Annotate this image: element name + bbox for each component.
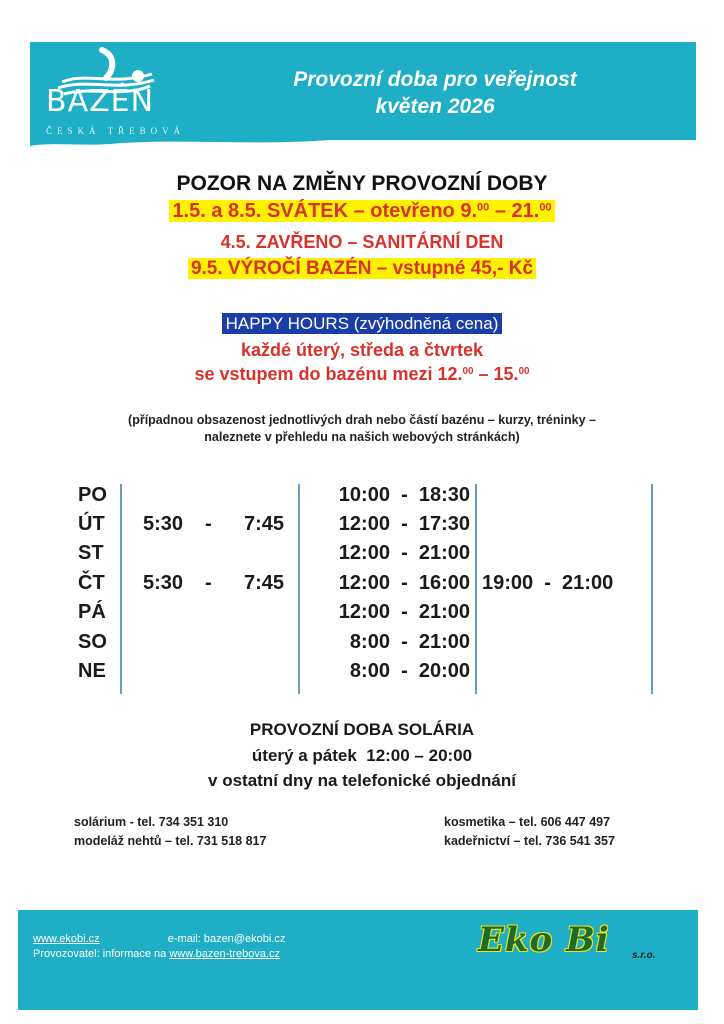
changes-heading: POZOR NA ZMĚNY PROVOZNÍ DOBY bbox=[176, 172, 548, 195]
schedule-row: ÚT 5:30 - 7:45 12:00 - 17:30 bbox=[78, 513, 470, 535]
solarium-heading: PROVOZNÍ DOBA SOLÁRIA bbox=[249, 720, 475, 739]
anniversary-notice: 9.5. VÝROČÍ BAZÉN – vstupné 45,- Kč bbox=[0, 258, 724, 280]
contact-cosmetics: kosmetika – tel. 606 447 497 bbox=[444, 815, 611, 829]
contact-solarium: solárium - tel. 734 351 310 bbox=[74, 815, 229, 829]
schedule-row: PO 10:00 - 18:30 bbox=[78, 484, 470, 506]
contacts-right bbox=[444, 813, 615, 851]
holiday-notice: 1.5. a 8.5. SVÁTEK – otevřeno 9.00 – 21.00 bbox=[0, 200, 724, 223]
schedule-row: NE 8:00 - 20:00 bbox=[78, 660, 470, 682]
ekobi-logo: Eko Bi bbox=[478, 920, 610, 960]
schedule-row: SO 8:00 - 21:00 bbox=[78, 631, 470, 653]
occupancy-note: (případnou obsazenost jednotlivých drah nebo částí bazénu – kurzy, tréninky – naleznete v přehledu na našich webových stránkách) bbox=[128, 413, 596, 444]
contact-nails: modeláž nehtů – tel. 731 518 817 bbox=[74, 834, 267, 848]
happy-hours-label: HAPPY HOURS (zvýhodněná cena) bbox=[0, 314, 724, 334]
title-line-2: květen 2026 bbox=[375, 95, 495, 118]
logo-subtitle: ČESKÁ TŘEBOVÁ bbox=[46, 126, 186, 136]
email-text: e-mail: bazen@ekobi.cz bbox=[167, 933, 286, 945]
schedule-table bbox=[0, 484, 724, 694]
solarium-hours: úterý a pátek 12:00 – 20:00 bbox=[251, 746, 473, 765]
schedule-row: ČT 5:30 - 7:45 12:00 - 16:00 19:00 - 21:00 bbox=[78, 572, 614, 594]
page-title bbox=[230, 66, 640, 120]
solarium-note: v ostatní dny na telefonické objednání bbox=[208, 771, 516, 790]
contacts-left bbox=[74, 813, 266, 851]
website-link[interactable]: www.ekobi.cz bbox=[33, 933, 100, 945]
schedule-row: ST 12:00 - 21:00 bbox=[78, 542, 470, 564]
footer-info: www.ekobi.cz e-mail: bazen@ekobi.cz Provozovatel: informace na www.bazen-trebova.cz bbox=[33, 933, 286, 960]
closed-notice: 4.5. ZAVŘENO – SANITÁRNÍ DEN bbox=[220, 232, 504, 252]
title-line-1: Provozní doba pro veřejnost bbox=[293, 68, 577, 91]
happy-hours-days: každé úterý, středa a čtvrtek bbox=[240, 340, 484, 360]
operator-link[interactable]: www.bazen-trebova.cz bbox=[169, 948, 281, 960]
schedule-row: PÁ 12:00 - 21:00 bbox=[78, 601, 470, 623]
happy-hours-time: se vstupem do bazénu mezi 12.00 – 15.00 bbox=[194, 364, 530, 384]
brand-suffix: s.r.o. bbox=[632, 950, 656, 961]
logo-wordmark: BAZÉN bbox=[46, 84, 155, 119]
contact-hairdresser: kadeřnictví – tel. 736 541 357 bbox=[444, 834, 615, 848]
